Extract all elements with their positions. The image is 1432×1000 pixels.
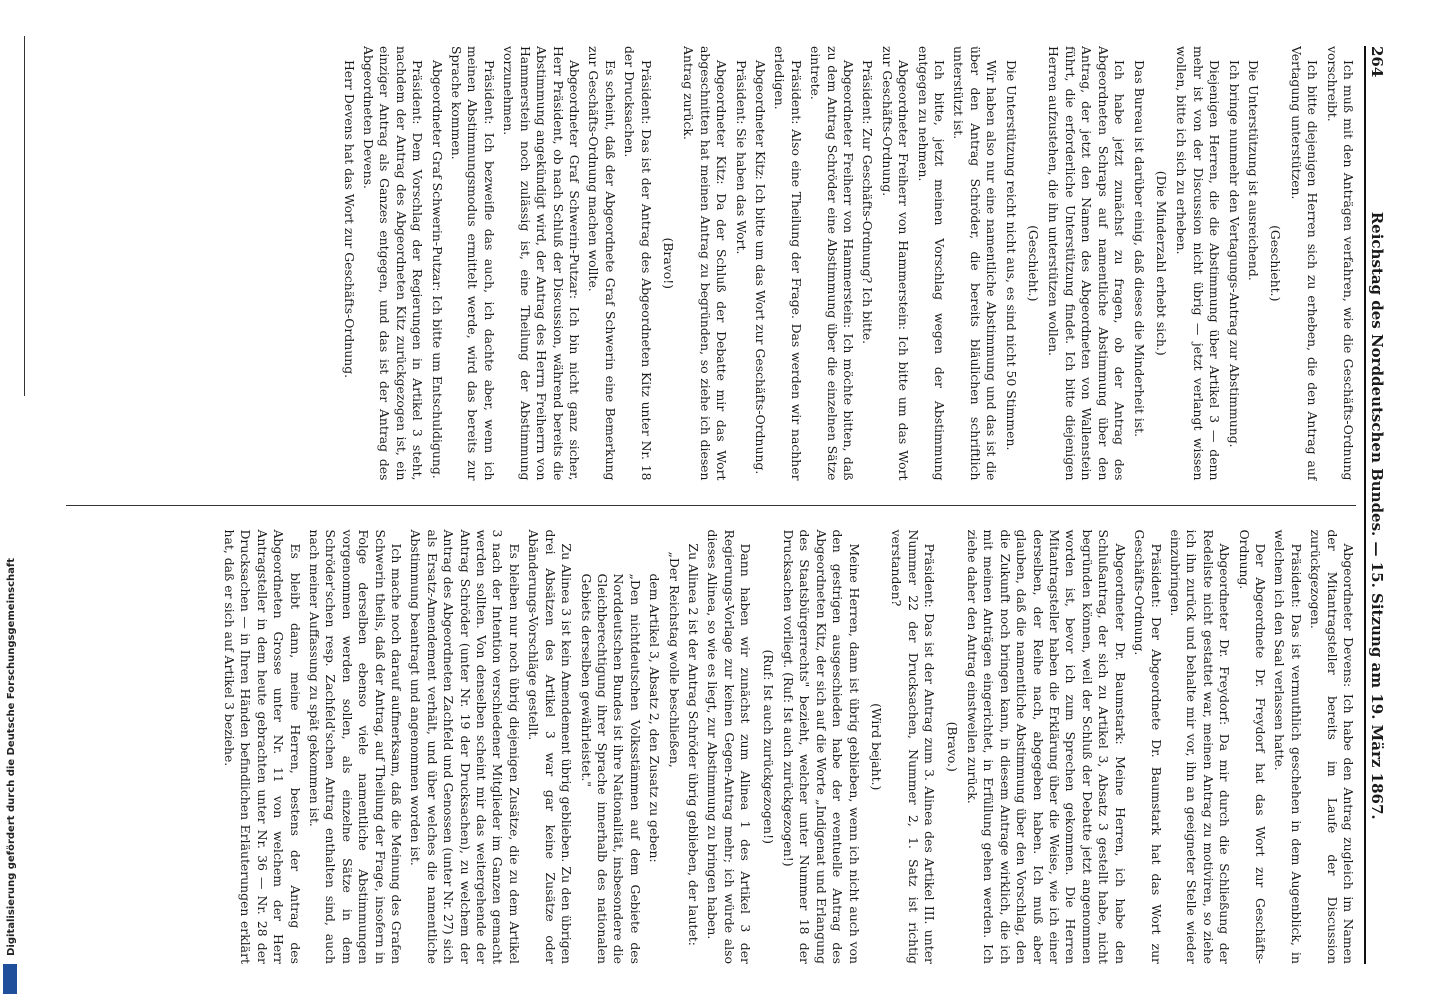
paragraph: Präsident: Das ist vermuthlich geschehen in dem Augenblick, in welchem ich den Saal verlassen hatte. [1272,529,1304,964]
paragraph: Zu Alinea 2 ist der Antrag Schröder übrig geblieben, der lautet: [685,543,701,946]
paragraph: Ich mache noch darauf aufmerksam, daß die Meinung des Grafen Schwerin theils, daß der Antrag, auf Theilung der Frage, insofern in Folge derselben ebenso viele namentliche Abstimmungen vorgenommen werden sollen, als einzelne Sätze in dem Schröder'schen resp. Zachfeld'schen Antrag enthalten sind, auch nach meiner Auffassung zu spät gekommen ist. [307,529,405,964]
right-column [66,529,1356,964]
column-divider [66,505,1356,506]
paragraph: Meine Herren, dann ist übrig geblieben, wenn ich nicht auch von den gestrigen ausgeschieden habe der eventuelle Antrag des Abgeordneten Kitz, der sich auf die Worte „Indigenat und Erlangung des Staatsbürgerrechts" bezieht, welcher unter Nummer 18 der Drucksachen vorliegt. (Ruf: Ist auch zurückgezogen!) [781,529,862,964]
paragraph: Abgeordneter Freiherr von Hammerstein: Ich bitte um das Wort zur Geschäfts-Ordnung. [879,46,912,481]
paragraph: Abgeordneter Graf Schwerin-Putzar: Ich bitte um Entschuldigung. [429,60,445,479]
paragraph: Diejenigen Herren, die die Abstimmung über Artikel 3 — denn mehr ist von der Discussion nicht übrig — jetzt verlangt wissen wollen, bitte ich sich zu erheben. [1174,46,1223,481]
paragraph: „Der Reichstag wolle beschließen, [666,551,682,768]
paragraph: Die Unterstützung reicht nicht aus, es sind nicht 50 Stimmen. [1003,60,1019,451]
paragraph: Abgeordneter Graf Schwerin-Putzar: Ich bin nicht ganz sicher, Herr Präsident, ob nach Schluß der Discussion, während bereits die Abstimmung angekündigt wird, der Antrag des Herrn Freiherrn von Hammerstein noch zulässig ist, eine Theilung der Abstimmung vorzunehmen. [501,46,582,481]
digitization-credit: Digitalisierung gefördert durch die Deutsche Forschungsgemeinschaft [5,558,17,956]
paragraph: Ich bitte diejenigen Herren sich zu erheben, die den Antrag auf Vertagung unterstützen. [1288,46,1321,481]
interjection: (Die Minderzahl erhebt sich.) [1153,170,1169,356]
interjection: (Bravo!) [660,237,676,290]
text-columns [66,46,1356,964]
paragraph: Präsident: Zur Geschäfts-Ordnung? Ich bitte. [860,60,876,345]
paragraph: Dann haben wir zunächst zum Alinea 1 des Artikel 3 der Regierungs-Vorlage zur keinen Gegen-Antrag mehr; ich würde also dieses Alinea, so wie es liegt, zur Abstimmung zu bringen haben. [705,529,754,964]
page-number: 264 [1368,46,1386,78]
paragraph: Ich habe jetzt zunächst zu fragen, ob der Antrag des Abgeordneten Schraps auf namentliche Abstimmung über den Antrag, der jetzt den Namen des Abgeordneten von Wallenstein führt, die erforderliche Unterstützung findet. Ich bitte diejenigen Herren aufzustehen, die ihn unterstützen wollen. [1046,46,1128,481]
paragraph: Es bleibt dann, meine Herren, bestens der Antrag des Abgeordneten Grosse unter Nr. 11 von welchem der Herr Antragsteller in dem heute gebrachten unter Nr. 36 — Nr. 28 der Drucksachen — in Ihren Händen befindlichen Erläuterungen erklärt hat, daß er sich auf Artikel 3 beziehe. [222,529,303,964]
paragraph: Es scheint, daß der Abgeordnete Graf Schwerin eine Bemerkung zur Geschäfts-Ordnung machen wollte. [586,46,618,481]
paragraph: Es bleiben nur noch übrig diejenigen Zusätze, die zu dem Artikel 3 nach der Intention verschiedener Mitglieder im Ganzen gemacht werden sollten. Von denselben scheint mir das weitergehende der Antrag Schröder (unter Nr. 19 der Drucksachen), zu welchem der Antrag des Abgeordneten Zachfeld und Genossen (unter Nr. 27) sich als Ersatz-Amendement verhält, und über welches die namentliche Abstimmung beantragt und angenommen worden ist. [408,529,522,964]
page-title: Reichstag des Norddeutschen Bundes. — 15. Sitzung am 19. März 1867. [1368,211,1386,820]
paragraph: Der Abgeordnete Dr. Freydorf hat das Wort zur Geschäfts-Ordnung. [1236,529,1268,964]
paragraph: Präsident: Das ist der Antrag des Abgeordneten Kitz unter Nr. 18 der Drucksachen. [622,46,654,481]
interjection: (Geschieht.) [1026,225,1042,302]
paragraph: Präsident: Also eine Theilung der Frage. Das werden wir nachher erledigen. [772,46,804,481]
paragraph: Zu Alinea 3 ist kein Amendement übrig geblieben. Zu den übrigen drei Absätzen des Artikel 3 war gar keine Zusätze oder Abänderungs-Vorschläge gestellt. [526,529,575,964]
paragraph: Präsident: Dem Vorschlag der Regierungen in Artikel 3 steht, nachdem der Antrag des Abgeordneten Kitz zurückgezogen ist, ein einziger Antrag als Ganzes entgegen, und das ist der Antrag des Abgeordneten Devens. [361,46,426,481]
paragraph: dem Artikel 3, Absatz 2, den Zusatz zu geben: [647,573,663,863]
paragraph: Ich bitte, jetzt meinen Vorschlag wegen der Abstimmung entgegen zu nehmen. [915,46,948,481]
paragraph: Präsident: Das ist der Antrag zum 3. Alinea des Artikel III. unter Nummer 22 der Drucksachen, Nummer 2, 1. Satz ist richtig verstanden? [889,529,938,964]
left-column [66,46,1356,481]
paragraph: Das Bureau ist darüber einig, daß dieses die Minderheit ist. [1131,60,1147,438]
paragraph: Abgeordneter Freiherr von Hammerstein: Ich möchte bitten, daß zu dem Antrag Schröder eine Abstimmung über die einzelnen Sätze eintrete. [808,46,857,481]
paragraph: Herr Devens hat das Wort zur Geschäfts-Ordnung. [341,60,357,379]
paragraph: Die Unterstützung ist ausreichend. [1245,60,1261,281]
interjection: (Ruf: Ist auch zurückgezogen!) [760,649,776,844]
paragraph: Abgeordneter Dr. Baumstark: Meine Herren, ich habe den Schlußantrag, der sich zu Artikel 3, Absatz 3 gestellt habe, nicht begründen können, weil der Schluß der Debatte jetzt angenommen worden ist, bevor ich zum Sprechen gekommen. Die Herren Mitantragsteller haben die Erklärung über die Weise, wie ich einer derselben, der Reihe nach, abgegeben haben. Ich muß aber glauben, daß die namentliche Abstimmung über den Vorschlag, den die Zukunft noch bringen kann, in diesem Antrage wirklich, die ich mit meinen Anträgen eingerichtet, in Erfüllung gehen werden. Ich ziehe daher den Antrag einstweilen zurück. [965,529,1128,964]
footer-rule [24,36,25,396]
paragraph: Ich muß mit den Anträgen verfahren, wie die Geschäfts-Ordnung vorschreibt. [1324,46,1356,481]
page-header [1364,46,1386,964]
paragraph: Ich bringe nunmehr den Vertagungs-Antrag zur Abstimmung. [1226,60,1242,448]
paragraph: Präsident: Ich bezweifle das auch, ich dachte aber, wenn ich meinen Abstimmungsmodus ermittelt werde, wird das bereits zur Sprache kommen. [449,46,497,481]
paragraph: Präsident: Sie haben das Wort. [733,60,749,255]
paragraph: Präsident: Der Abgeordnete Dr. Baumstark hat das Wort zur Geschäfts-Ordnung. [1132,529,1164,964]
paragraph: „Den nichtdeutschen Volksstämmen auf dem Gebiete des Norddeutschen Bundes ist ihre Nationalität, insbesondere die Gleichberechtigung ihrer Sprache innerhalb des nationalen Gebiets derselben gewährleistet." [578,573,643,964]
side-note [0,0,22,1000]
paragraph: Abgeordneter Dr. Freydorf: Da mir durch die Schließung der Redeliste nicht gestattet war, meinen Antrag zu motiviren, so ziehe ich ihn zurück und behalte mir vor, ihn an geeigneter Stelle wieder einzubringen. [1167,529,1233,964]
interjection: (Wird bejaht.) [869,703,885,791]
interjection: (Bravo.) [944,721,960,772]
paragraph: Abgeordneter Devens: Ich habe den Antrag zugleich im Namen der Mitantragsteller bereits im Laufe der Discussion zurückgezogen. [1308,529,1356,964]
paragraph: Abgeordneter Kitz: Ich bitte um das Wort zur Geschäfts-Ordnung. [753,60,768,475]
paragraph: Wir haben also nur eine namentliche Abstimmung und das ist die über den Antrag Schröder, die bereits bläulichen schriftlich unterstützt ist. [951,46,1000,481]
paragraph: Abgeordneter Kitz: Da der Schluß der Debatte mir das Wort abgeschnitten hat meinen Antrag zu begründen, so ziehe ich diesen Antrag zurück. [681,46,730,481]
dfg-logo-icon [3,964,17,994]
interjection: (Geschieht.) [1268,225,1284,302]
